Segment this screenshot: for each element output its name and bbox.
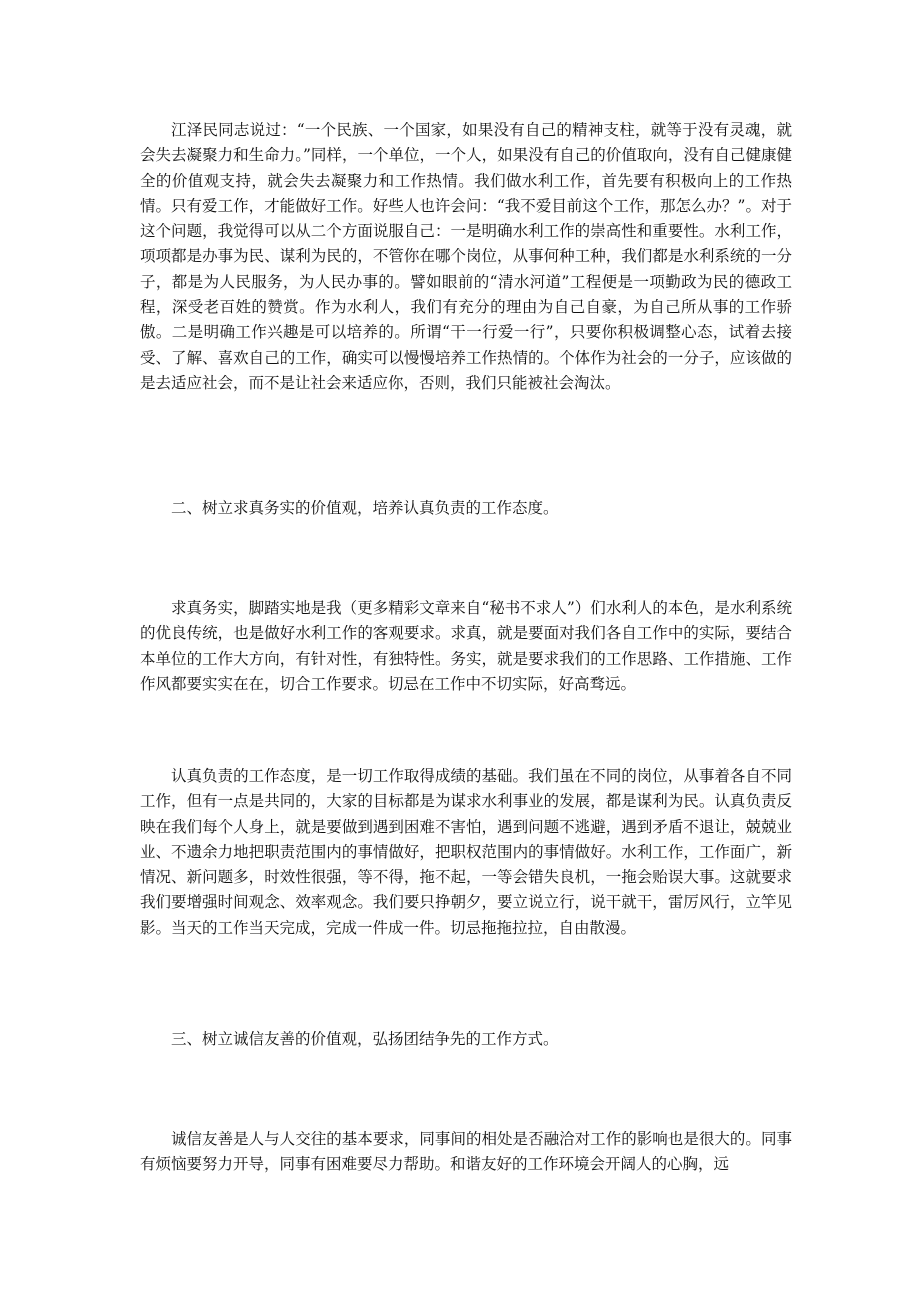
body-paragraph-pragmatism: 求真务实，脚踏实地是我（更多精彩文章来自“秘书不求人”）们水利人的本色，是水利系统的优良传统，也是做好水利工作的客观要求。求真，就是要面对我们各自工作中的实际，要结合本单位的工作大方向，有针对性，有独特性。务实，就是要求我们的工作思路、工作措施、工作作风都要实实在在，切合工作要求。切忌在工作中不切实际，好高骛远。	[140, 599, 792, 693]
body-paragraph-integrity: 诚信友善是人与人交往的基本要求，同事间的相处是否融洽对工作的影响也是很大的。同事有烦恼要努力开导，同事有困难要尽力帮助。和谐友好的工作环境会开阔人的心胸，远	[140, 1130, 792, 1174]
section-heading-2: 二、树立求真务实的价值观，培养认真负责的工作态度。	[171, 499, 559, 517]
body-paragraph-values-intro: 江泽民同志说过：“一个民族、一个国家，如果没有自己的精神支柱，就等于没有灵魂，就会失去凝聚力和生命力。”同样，一个单位，一个人，如果没有自己的价值取向，没有自己健康健全的价值观支持，就会失去凝聚力和工作热情。我们做水利工作，首先要有积极向上的工作热情。只有爱工作，才能做好工作。好些人也许会问：“我不爱目前这个工作，那怎么办？”。对于这个问题，我觉得可以从二个方面说服自己：一是明确水利工作的崇高性和重要性。水利工作，项项都是办事为民、谋利为民的，不管你在哪个岗位，从事何种工种，我们都是水利系统的一分子，都是为人民服务，为人民办事的。譬如眼前的“清水河道”工程便是一项勤政为民的德政工程，深受老百姓的赞赏。作为水利人，我们有充分的理由为自己自豪，为自己所从事的工作骄傲。二是明确工作兴趣是可以培养的。所谓“干一行爱一行”，只要你积极调整心态，试着去接受、了解、喜欢自己的工作，确实可以慢慢培养工作热情的。个体作为社会的一分子，应该做的是去适应社会，而不是让社会来适应你，否则，我们只能被社会淘汰。	[140, 121, 792, 392]
section-heading-3: 三、树立诚信友善的价值观，弘扬团结争先的工作方式。	[171, 1030, 559, 1048]
body-paragraph-responsibility: 认真负责的工作态度，是一切工作取得成绩的基础。我们虽在不同的岗位，从事着各自不同工作，但有一点是共同的，大家的目标都是为谋求水利事业的发展，都是谋利为民。认真负责反映在我们每个人身上，就是要做到遇到困难不害怕，遇到问题不逃避，遇到矛盾不退让，兢兢业业、不遗余力地把职责范围内的事情做好，把职权范围内的事情做好。水利工作，工作面广，新情况、新问题多，时效性很强，等不得，拖不起，一等会错失良机，一拖会贻误大事。这就要求我们要增强时间观念、效率观念。我们要只挣朝夕，要立说立行，说干就干，雷厉风行，立竿见影。当天的工作当天完成，完成一件成一件。切忌拖拖拉拉，自由散漫。	[140, 767, 792, 937]
